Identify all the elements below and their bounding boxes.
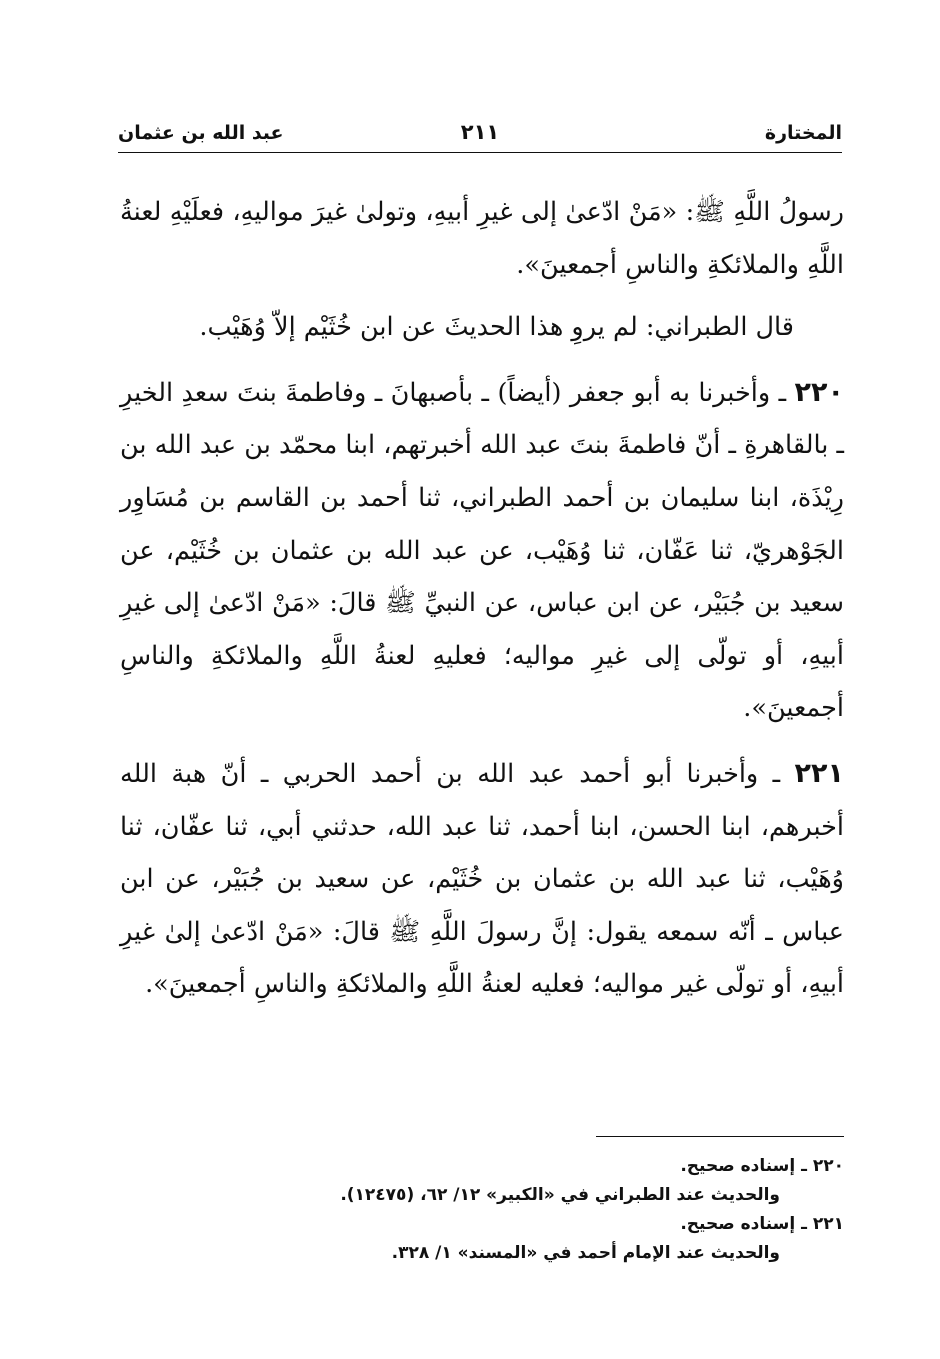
header-divider — [118, 152, 842, 153]
page-header — [118, 118, 842, 152]
footnote-221: ٢٢١ ـ إسناده صحيح. — [680, 1214, 844, 1234]
footnote-220: ٢٢٠ ـ إسناده صحيح. — [680, 1156, 844, 1176]
book-title: المختارة — [764, 122, 842, 144]
hadith-text: ـ وأخبرنا أبو أحمد عبد الله بن أحمد الحربي ـ أنّ هبة الله أخبرهم، ابنا الحسن، ابنا أحمد، ثنا عبد الله، حدثني أبي، ثنا عفّان، ثنا وُهَيْب، ثنا عبد الله بن عثمان بن خُثَيْم، عن سعيد بن جُبَيْر، عن ابن عباس ـ أنّه سمعه يقول: إنَّ رسولَ اللَّهِ ﷺ قالَ: «مَنْ ادّعىٰ إلىٰ غيرِ أبيهِ، أو تولّى غير مواليه؛ فعليه لعنةُ اللَّهِ والملائكةِ والناسِ أجمعينَ». — [120, 758, 844, 1000]
hadith-221 — [120, 748, 844, 1011]
page-number: ٢١١ — [460, 120, 500, 144]
footnote-221-source: والحديث عند الإمام أحمد في «المسند» ١/ ٣٢٨. — [391, 1243, 780, 1263]
section-title: عبد الله بن عثمان — [118, 122, 284, 144]
main-text — [120, 186, 844, 1011]
hadith-number: ٢٢١ — [794, 757, 844, 789]
footnote-220-source: والحديث عند الطبراني في «الكبير» ١٢/ ٦٢، (١٢٤٧٥). — [340, 1185, 780, 1205]
paragraph-continuation: رسولُ اللَّهِ ﷺ: «مَنْ ادّعىٰ إلى غيرِ أبيهِ، وتولىٰ غيرَ مواليهِ، فعلَيْهِ لعنةُ اللَّهِ والملائكةِ والناسِ أجمعينَ». — [120, 197, 844, 280]
hadith-220 — [120, 367, 844, 735]
hadith-text: ـ وأخبرنا به أبو جعفر (أيضاً) ـ بأصبهانَ ـ وفاطمةَ بنتَ سعدِ الخيرِ ـ بالقاهرةِ ـ أنّ فاطمةَ بنتَ عبد الله أخبرتهم، ابنا محمّد بن عبد الله بن رِيْذَة، ابنا سليمان بن أحمد الطبراني، ثنا أحمد بن القاسم بن مُسَاوِر الجَوْهريّ، ثنا عَفّان، ثنا وُهَيْب، عن عبد الله بن عثمان بن خُثَيْم، عن سعيد بن جُبَيْر، عن ابن عباس، عن النبيِّ ﷺ قالَ: «مَنْ ادّعىٰ إلى غيرِ أبيهِ، أو تولّى إلى غيرِ مواليه؛ فعليهِ لعنةُ اللَّهِ والملائكةِ والناسِ أجمعينَ». — [120, 377, 844, 724]
hadith-number: ٢٢٠ — [794, 376, 844, 408]
footnote-divider — [596, 1136, 844, 1137]
footnotes — [120, 1152, 844, 1268]
paragraph-tabarani-note: قال الطبراني: لم يروِ هذا الحديثَ عن ابن خُثَيْم إلاّ وُهَيْب. — [199, 312, 794, 343]
